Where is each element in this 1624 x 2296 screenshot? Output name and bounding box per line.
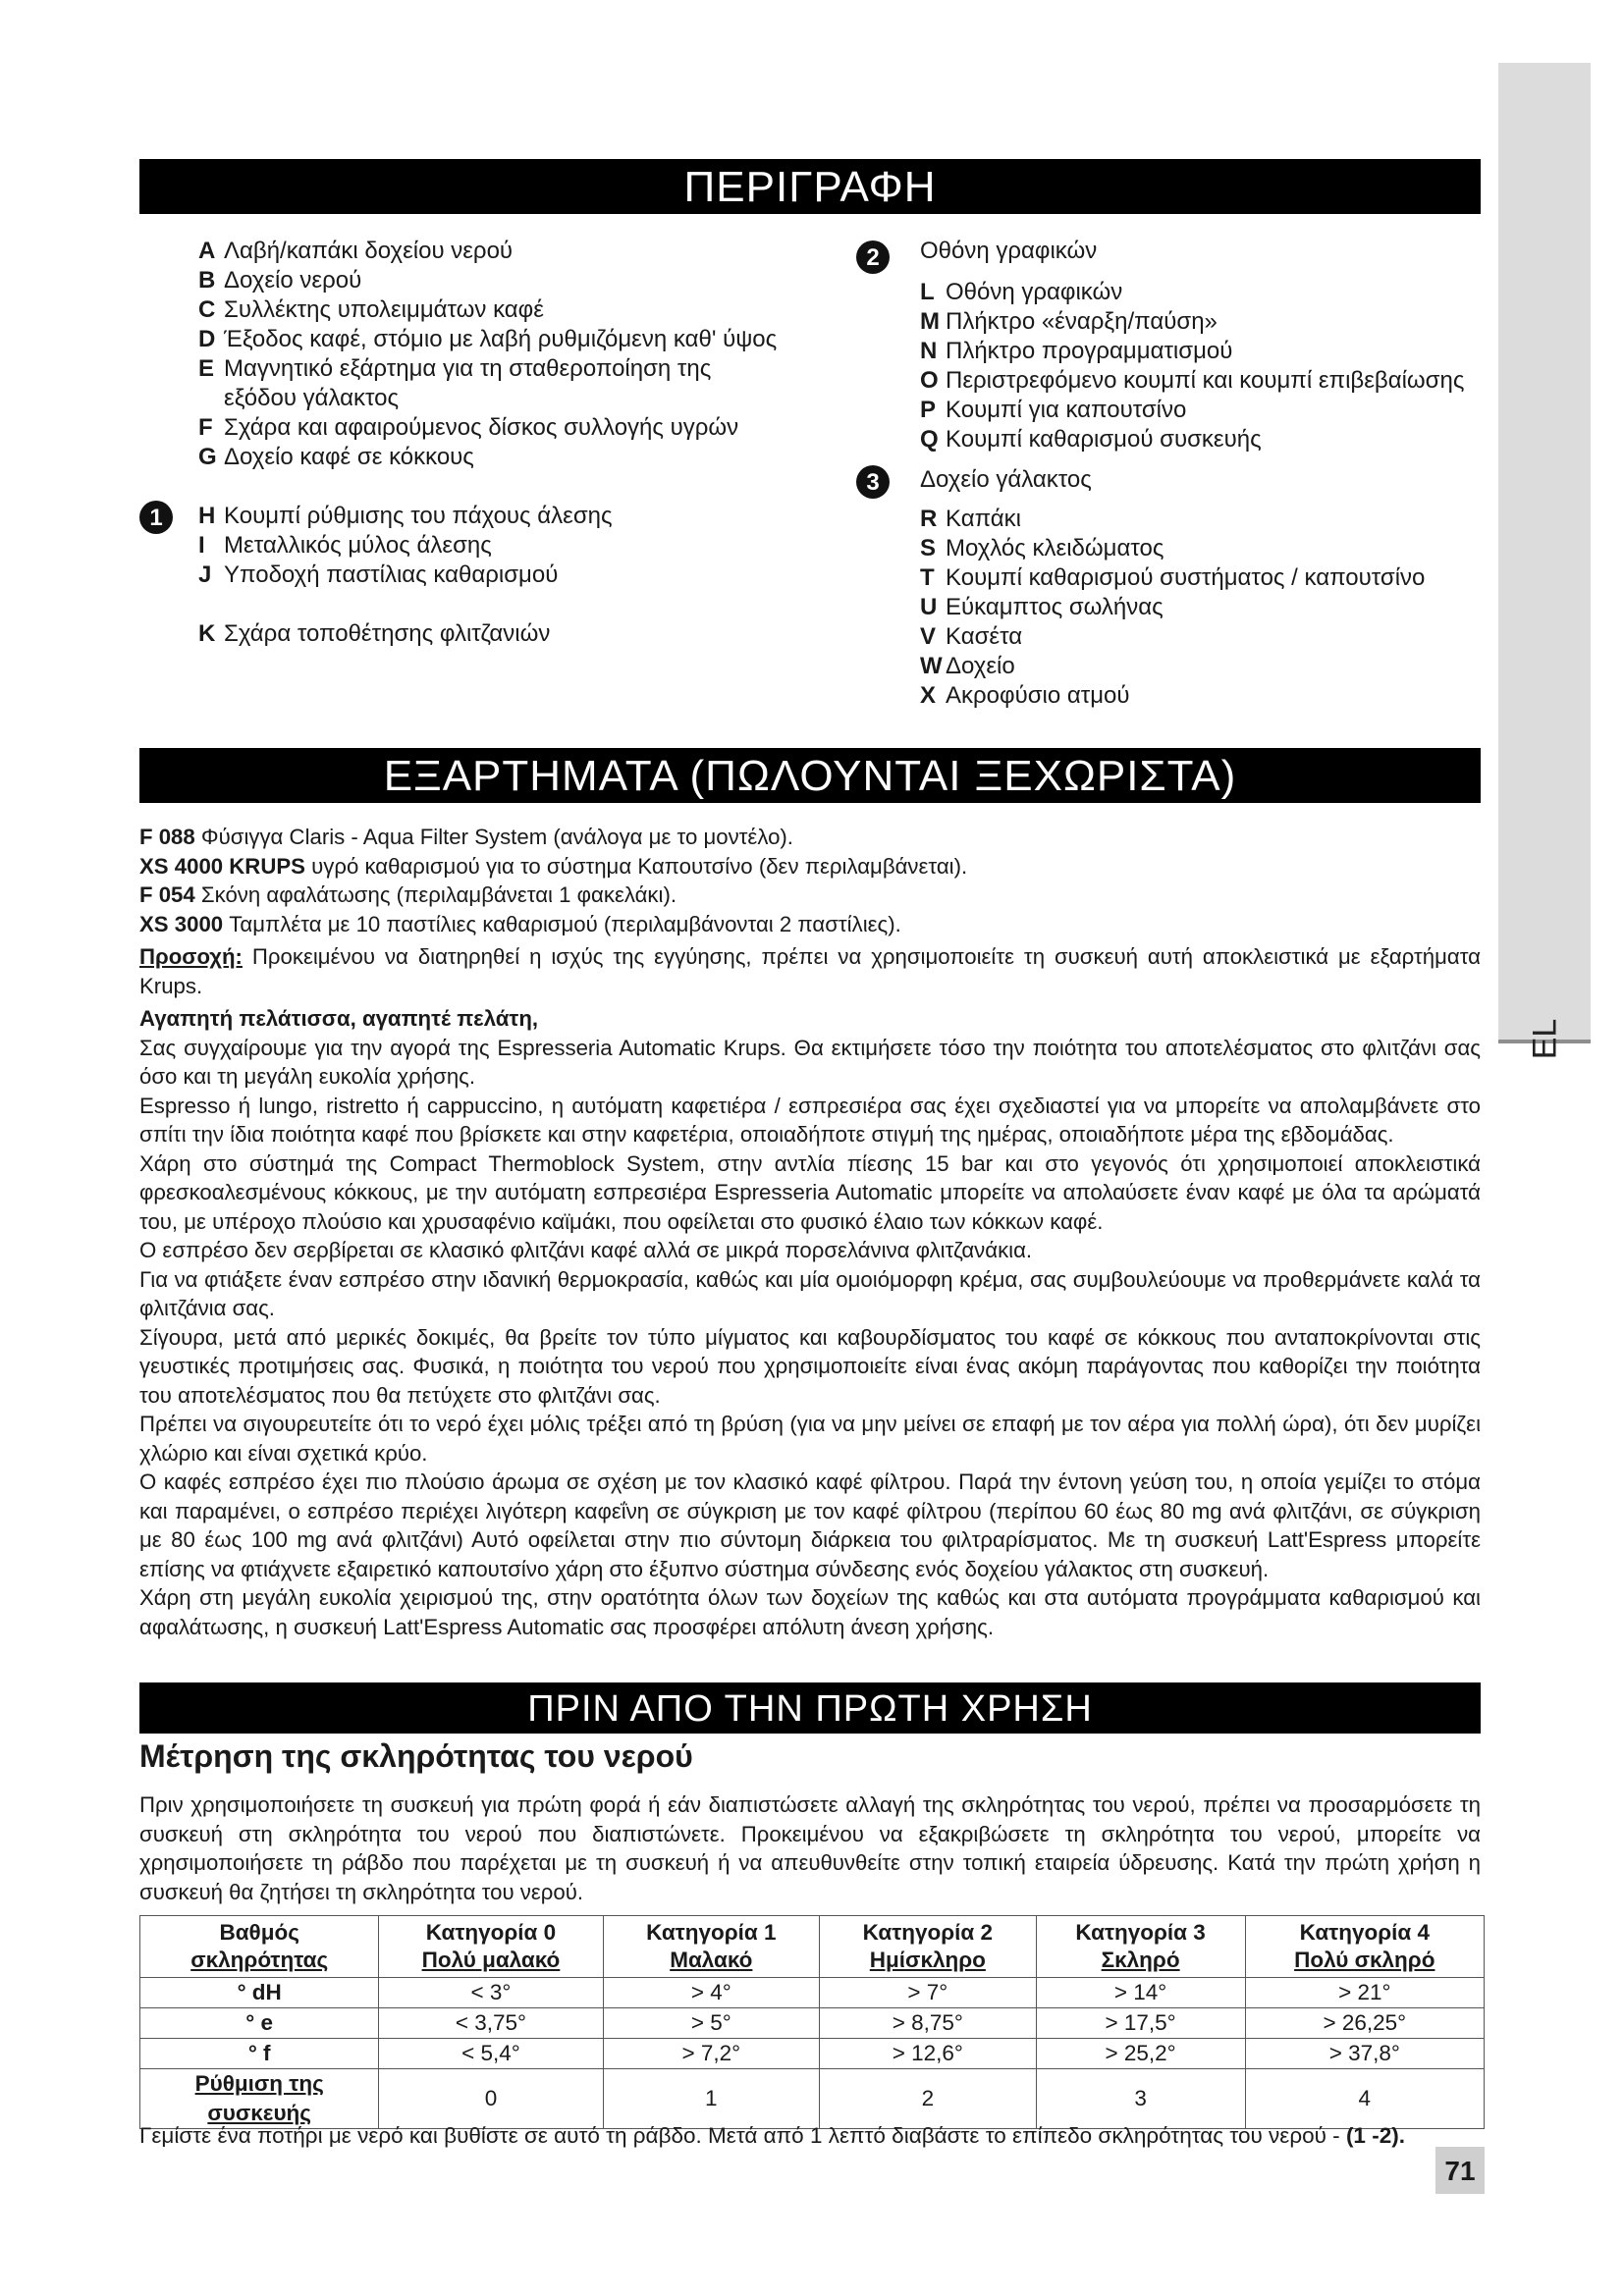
part-label: Δοχείο καφέ σε κόκκους xyxy=(224,444,474,470)
part-letter: V xyxy=(920,623,937,650)
accessory-desc: Ταμπλέτα με 10 παστίλιες καθαρισμού (περιλαμβάνονται 2 παστίλιες). xyxy=(223,911,901,936)
part-item xyxy=(198,502,613,531)
part-item xyxy=(198,443,777,472)
table-cell: > 12,6° xyxy=(820,2039,1037,2069)
header-top: Κατηγορία 3 xyxy=(1075,1920,1206,1945)
greeting-text: Αγαπητή πελάτισσα, αγαπητέ πελάτη, xyxy=(139,1006,539,1031)
part-label-continuation: εξόδου γάλακτος xyxy=(224,385,400,411)
table-cell: 3 xyxy=(1036,2069,1245,2129)
warning-paragraph xyxy=(139,942,1481,1000)
accessory-code: F 054 xyxy=(139,882,195,907)
table-cell: < 5,4° xyxy=(379,2039,603,2069)
part-letter: H xyxy=(198,503,216,529)
part-item xyxy=(198,531,613,561)
part-label: Κουμπί καθαρισμού συστήματος / καπουτσίνο xyxy=(946,564,1426,591)
table-cell: > 14° xyxy=(1036,1978,1245,2008)
language-tab xyxy=(1498,63,1591,1060)
part-item xyxy=(198,237,777,266)
intro-paragraph: Χάρη στο σύστημά της Compact Thermoblock System, στην αντλία πίεσης 15 bar και στο γεγονός ότι χρησιμοποιεί αποκλειστικά φρεσκοαλεσμένους κόκκους, με την αυτόματη εσπρεσιέρα Espresseria Automatic μπορείτε να απολαύσετε έναν καφέ με όλα τα αρώματά του, με υπέροχο πλούσιο και χρυσαφένιο καϊμάκι, που οφείλεται στο φυσικό έλαιο των κόκκων καφέ. xyxy=(139,1150,1481,1234)
part-letter: X xyxy=(920,682,937,709)
accessory-line xyxy=(139,910,1481,939)
table-row xyxy=(140,2008,1485,2039)
accessory-line xyxy=(139,823,1481,852)
part-item xyxy=(920,622,1425,652)
table-row xyxy=(140,1978,1485,2008)
part-letter: Q xyxy=(920,426,939,453)
part-label: Κασέτα xyxy=(946,623,1023,650)
intro-paragraph: Πρέπει να σιγουρευτείτε ότι το νερό έχει μόλις τρέξει από τη βρύση (για να μην μείνει σε επαφή με τον αέρα για πολλή ώρα), ότι δεν μυρίζει χλώριο και είναι σχετικά κρύο. xyxy=(139,1412,1481,1466)
part-item xyxy=(198,295,777,325)
header-top: Κατηγορία 2 xyxy=(862,1920,994,1945)
language-code: EL xyxy=(1526,1018,1564,1060)
table-cell: < 3,75° xyxy=(379,2008,603,2039)
intro-paragraph: Σίγουρα, μετά από μερικές δοκιμές, θα βρείτε τον τύπο μίγματος και καβουρδίσματος του καφέ σε κόκκους που ανταποκρίνονται στις γευστικές προτιμήσεις σας. Φυσικά, η ποιότητα του νερού που χρησιμοποιείτε είναι ένας ακόμη παράγοντας που καθορίζει την ποιότητα του αποτελέσματος που θα πετύχετε στο φλιτζάνι σας. xyxy=(139,1324,1481,1408)
intro-paragraph: Espresso ή lungo, ristretto ή cappuccino, η αυτόματη καφετιέρα / εσπρεσιέρα σας έχει σχεδιαστεί για να μπορείτε να απολαμβάνετε στο σπίτι την ίδια ποιότητα καφέ που βρίσκετε και στην καφετέρια, οποιαδήποτε στιγμή της ημέρας, οποιαδήποτε μέρα της εβδομάδας. xyxy=(139,1093,1481,1147)
header-top: Κατηγορία 4 xyxy=(1299,1920,1430,1945)
part-label: Καπάκι xyxy=(946,506,1022,532)
table-row xyxy=(140,2069,1485,2129)
intro-paragraph: Χάρη στη μεγάλη ευκολία χειρισμού της, στην ορατότητα όλων των δοχείων της καθώς και στα αυτόματα προγράμματα καθαρισμού και αφαλάτωσης, η συσκευή Latt'Espress Automatic σας προσφέρει απόλυτη άνεση χρήσης. xyxy=(139,1585,1481,1639)
part-label: Πλήκτρο προγραμματισμού xyxy=(946,338,1233,364)
part-label: Εύκαμπτος σωλήνας xyxy=(946,594,1164,620)
part-letter: G xyxy=(198,444,217,470)
header-top: Κατηγορία 1 xyxy=(646,1920,777,1945)
table-header xyxy=(603,1916,820,1978)
header-bottom: Μαλακό xyxy=(670,1948,753,1972)
part-letter: O xyxy=(920,367,939,394)
table-cell: < 3° xyxy=(379,1978,603,2008)
part-item xyxy=(920,593,1425,622)
accessory-desc: Φύσιγγα Claris - Aqua Filter System (ανάλογα με το μοντέλο). xyxy=(194,825,793,849)
table-header xyxy=(820,1916,1037,1978)
table-cell: 1 xyxy=(603,2069,820,2129)
part-label: Ακροφύσιο ατμού xyxy=(946,682,1130,709)
part-label: Σχάρα τοποθέτησης φλιτζανιών xyxy=(224,620,551,647)
part-item xyxy=(920,366,1464,396)
marker-1-icon: 1 xyxy=(139,501,173,534)
table-header xyxy=(140,1916,379,1978)
part-item xyxy=(920,307,1464,337)
row-label: ° f xyxy=(140,2039,379,2069)
part-label: Έξοδος καφέ, στόμιο με λαβή ρυθμιζόμενη καθ' ύψος xyxy=(224,326,778,352)
page-number: 71 xyxy=(1435,2147,1485,2194)
part-item xyxy=(920,278,1464,307)
part-label: Δοχείο νερού xyxy=(224,267,362,294)
parts-list-left-2 xyxy=(198,502,613,590)
part-label: Οθόνη γραφικών xyxy=(946,279,1123,305)
header-bottom: Πολύ μαλακό xyxy=(421,1948,561,1972)
section-title-first-use: ΠΡΙΝ ΑΠΟ ΤΗΝ ΠΡΩΤΗ ΧΡΗΣΗ xyxy=(139,1682,1481,1734)
part-item xyxy=(198,413,777,443)
parts-list-right-2 xyxy=(920,278,1464,454)
part-letter: J xyxy=(198,561,212,588)
accessory-code: F 088 xyxy=(139,825,195,849)
part-label: Σχάρα και αφαιρούμενος δίσκος συλλογής υγρών xyxy=(224,414,739,441)
part-letter: R xyxy=(920,506,938,532)
part-letter: L xyxy=(920,279,935,305)
part-item xyxy=(920,681,1425,711)
part-letter: F xyxy=(198,414,213,441)
table-cell: > 7,2° xyxy=(603,2039,820,2069)
table-row xyxy=(140,2039,1485,2069)
table-header xyxy=(1245,1916,1484,1978)
table-cell: > 8,75° xyxy=(820,2008,1037,2039)
table-cell: 2 xyxy=(820,2069,1037,2129)
table-cell: > 37,8° xyxy=(1245,2039,1484,2069)
accessory-line xyxy=(139,852,1481,881)
accessory-desc: υγρό καθαρισμού για το σύστημα Καπουτσίνο (δεν περιλαμβάνεται). xyxy=(304,853,968,879)
header-bottom: Σκληρό xyxy=(1101,1948,1180,1972)
table-header xyxy=(379,1916,603,1978)
graphics-display-heading: Οθόνη γραφικών xyxy=(920,238,1098,264)
section-title-accessories: ΕΞΑΡΤΗΜΑΤΑ (ΠΩΛΟΥΝΤΑΙ ΞΕΧΩΡΙΣΤΑ) xyxy=(139,748,1481,803)
table-header-row xyxy=(140,1916,1485,1978)
intro-paragraph: Ο καφές εσπρέσο έχει πιο πλούσιο άρωμα σε σχέση με τον κλασικό καφέ φίλτρου. Παρά την έντονη γεύση του, η οποία γεμίζει το στόμα και παραμένει, ο εσπρέσο περιέχει λιγότερη καφεΐνη σε σύγκριση με τον καφέ φίλτρου (περίπου 60 έως 80 mg ανά φλιτζάνι, σε σύγκριση με 80 έως 100 mg ανά φλιτζάνι) Αυτό οφείλεται στην πιο σύντομη διάρκεια του φιλτραρίσματος. Με τη συσκευή Latt'Espress μπορείτε επίσης να φτιάχνετε εξαιρετικό καπουτσίνο χάρη στο έξυπνο σύστημα σύνδεσης ενός δοχείου γάλακτος στη συσκευή. xyxy=(139,1469,1481,1581)
marker-2-icon: 2 xyxy=(856,240,890,274)
warning-label: Προσοχή: xyxy=(139,944,243,969)
part-letter: A xyxy=(198,238,216,264)
part-label: Κουμπί καθαρισμού συσκευής xyxy=(946,426,1262,453)
table-header xyxy=(1036,1916,1245,1978)
row-label: ° dH xyxy=(140,1978,379,2008)
table-cell: > 26,25° xyxy=(1245,2008,1484,2039)
part-label: Κουμπί ρύθμισης του πάχους άλεσης xyxy=(224,503,613,529)
header-top: Βαθμός xyxy=(219,1920,299,1945)
accessory-line xyxy=(139,881,1481,910)
part-item xyxy=(198,266,777,295)
part-item xyxy=(198,561,613,590)
table-cell: > 21° xyxy=(1245,1978,1484,2008)
part-item xyxy=(920,396,1464,425)
parts-list-left-3 xyxy=(198,619,550,649)
part-label: Συλλέκτης υπολειμμάτων καφέ xyxy=(224,296,544,323)
part-letter: N xyxy=(920,338,938,364)
table-cell: > 17,5° xyxy=(1036,2008,1245,2039)
table-cell: 4 xyxy=(1245,2069,1484,2129)
row-label: ° e xyxy=(140,2008,379,2039)
header-bottom: Πολύ σκληρό xyxy=(1294,1948,1435,1972)
part-label: Περιστρεφόμενο κουμπί και κουμπί επιβεβαίωσης xyxy=(946,367,1465,394)
part-letter: U xyxy=(920,594,938,620)
part-item xyxy=(920,505,1425,534)
part-letter: W xyxy=(920,653,943,679)
intro-paragraph: Σας συγχαίρουμε για την αγορά της Espresseria Automatic Krups. Θα εκτιμήσετε τόσο την ποιότητα του αποτελέσματος στο φλιτζάνι σας όσο και τη μεγάλη ευκολία χρήσης. xyxy=(139,1035,1481,1089)
instruction-text: Γεμίστε ένα ποτήρι με νερό και βυθίστε σε αυτό τη ράβδο. Μετά από 1 λεπτό διαβάστε το επίπεδο σκληρότητας του νερού - xyxy=(139,2123,1346,2148)
part-label: Λαβή/καπάκι δοχείου νερού xyxy=(224,238,514,264)
section-title-description: ΠΕΡΙΓΡΑΦΗ xyxy=(139,159,1481,214)
hardness-instruction xyxy=(139,2123,1405,2149)
subsection-title-water-hardness: Μέτρηση της σκληρότητας του νερού xyxy=(139,1738,693,1774)
part-item xyxy=(920,563,1425,593)
table-cell: > 4° xyxy=(603,1978,820,2008)
intro-paragraph: Για να φτιάξετε έναν εσπρέσο στην ιδανική θερμοκρασία, καθώς και μία ομοιόμορφη κρέμα, σας συμβουλεύουμε να προθερμάνετε καλά τα φλιτζάνια σας. xyxy=(139,1266,1481,1320)
part-letter: K xyxy=(198,620,216,647)
table-cell: > 7° xyxy=(820,1978,1037,2008)
part-item xyxy=(198,325,777,354)
greeting xyxy=(139,1004,1481,1034)
part-letter: I xyxy=(198,532,205,559)
part-item xyxy=(198,354,777,384)
part-item xyxy=(920,425,1464,454)
accessory-code: XS 4000 KRUPS xyxy=(139,853,305,879)
milk-container-heading: Δοχείο γάλακτος xyxy=(920,466,1092,493)
part-item xyxy=(920,534,1425,563)
accessory-code: XS 3000 xyxy=(139,911,224,936)
part-item xyxy=(198,619,550,649)
part-letter: T xyxy=(920,564,935,591)
part-label: Μαγνητικό εξάρτημα για τη σταθεροποίηση της xyxy=(224,355,712,382)
parts-list-left xyxy=(198,237,777,472)
part-letter: M xyxy=(920,308,940,335)
instruction-ref: (1 -2). xyxy=(1345,2123,1405,2148)
part-letter: E xyxy=(198,355,215,382)
part-letter: P xyxy=(920,397,937,423)
table-cell: > 5° xyxy=(603,2008,820,2039)
part-item xyxy=(920,337,1464,366)
part-label: Κουμπί για καπουτσίνο xyxy=(946,397,1187,423)
part-letter: D xyxy=(198,326,216,352)
marker-3-icon: 3 xyxy=(856,465,890,499)
part-letter: C xyxy=(198,296,216,323)
hardness-intro: Πριν χρησιμοποιήσετε τη συσκευή για πρώτη φορά ή εάν διαπιστώσετε αλλαγή της σκληρότητας του νερού, πρέπει να προσαρμόσετε τη συσκευή στη σκληρότητα του νερού που διαπιστώνετε. Προκειμένου να εξακριβώσετε τη σκληρότητα του νερού, μπορείτε να χρησιμοποιήσετε τη ράβδο που παρέχεται με τη συσκευή ή να απευθυνθείτε στην τοπική εταιρεία ύδρευσης. Κατά την πρώτη χρήση η συσκευή θα ζητήσει τη σκληρότητα του νερού. xyxy=(139,1792,1481,1904)
part-label: Δοχείο xyxy=(946,653,1015,679)
intro-paragraph: Ο εσπρέσο δεν σερβίρεται σε κλασικό φλιτζάνι καφέ αλλά σε μικρά πορσελάνινα φλιτζανάκια. xyxy=(139,1238,1033,1262)
row-label: Ρύθμιση της συσκευής xyxy=(140,2069,379,2129)
part-letter: S xyxy=(920,535,937,561)
part-label: Μοχλός κλειδώματος xyxy=(946,535,1164,561)
warning-text: Προκειμένου να διατηρηθεί η ισχύς της εγγύησης, πρέπει να χρησιμοποιείτε τη συσκευή αυτή αποκλειστικά με εξαρτήματα Krups. xyxy=(139,944,1481,998)
table-cell: 0 xyxy=(379,2069,603,2129)
table-cell: > 25,2° xyxy=(1036,2039,1245,2069)
part-label: Υποδοχή παστίλιας καθαρισμού xyxy=(224,561,559,588)
part-item xyxy=(920,652,1425,681)
part-letter: B xyxy=(198,267,216,294)
accessories-body xyxy=(139,823,1481,1641)
part-label: Πλήκτρο «έναρξη/παύση» xyxy=(946,308,1218,335)
parts-list-right-3 xyxy=(920,505,1425,711)
header-bottom: Ημίσκληρο xyxy=(869,1948,986,1972)
hardness-table xyxy=(139,1915,1485,2129)
header-top: Κατηγορία 0 xyxy=(425,1920,557,1945)
header-bottom: σκληρότητας xyxy=(190,1948,329,1972)
accessory-desc: Σκόνη αφαλάτωσης (περιλαμβάνεται 1 φακελάκι). xyxy=(194,882,677,907)
part-label: Μεταλλικός μύλος άλεσης xyxy=(224,532,492,559)
